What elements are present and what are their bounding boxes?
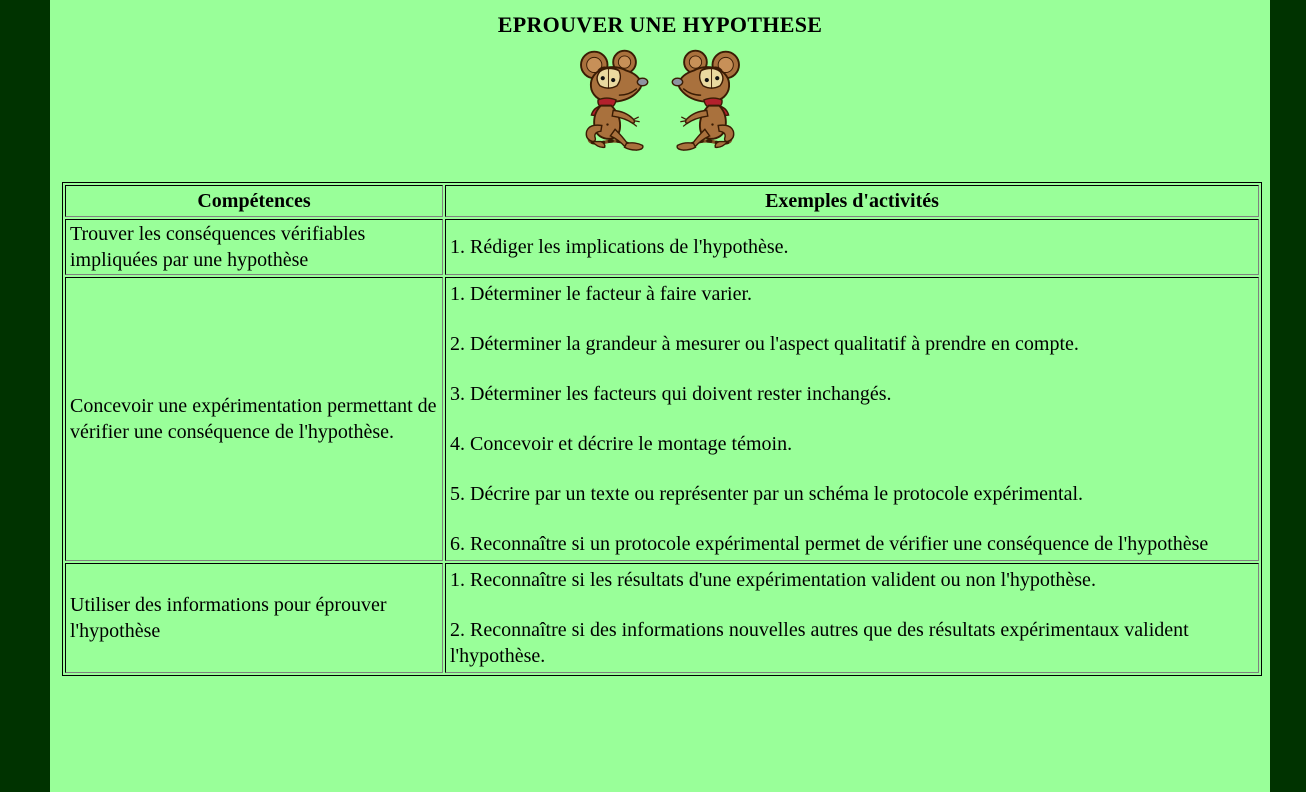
column-header-exemples-activites: Exemples d'activités [445,185,1259,217]
activites-cell [445,219,1259,275]
activity-item: 1. Déterminer le facteur à faire varier. [450,283,753,305]
header-row [65,185,1259,217]
column-header-competences: Compétences [65,185,443,217]
competences-table [62,182,1262,676]
dancing-mouse-right-icon [665,46,760,152]
page-title: EPROUVER UNE HYPOTHESE [497,12,823,37]
table-row [65,563,1259,673]
table-row [65,277,1259,561]
dancing-mouse-left-icon [560,46,655,152]
activity-item: 2. Reconnaître si des informations nouvelles autres que des résultats expérimentaux valident l'hypothèse. [450,619,1189,667]
competence-cell: Trouver les conséquences vérifiables impliquées par une hypothèse [65,219,443,275]
content-area [50,0,1270,792]
activity-item: 2. Déterminer la grandeur à mesurer ou l'aspect qualitatif à prendre en compte. [450,333,1079,355]
competence-cell: Utiliser des informations pour éprouver l'hypothèse [65,563,443,673]
activity-item: 3. Déterminer les facteurs qui doivent rester inchangés. [450,383,892,405]
activity-item: 5. Décrire par un texte ou représenter par un schéma le protocole expérimental. [450,483,1084,505]
activity-item: 6. Reconnaître si un protocole expérimental permet de vérifier une conséquence de l'hypothèse [450,533,1209,555]
activity-item: 4. Concevoir et décrire le montage témoin. [450,433,793,455]
mice-images [50,46,1270,156]
competence-cell: Concevoir une expérimentation permettant de vérifier une conséquence de l'hypothèse. [65,277,443,561]
activity-item: 1. Rédiger les implications de l'hypothèse. [450,236,789,258]
table-row [65,219,1259,275]
activites-cell [445,277,1259,561]
activity-item: 1. Reconnaître si les résultats d'une expérimentation valident ou non l'hypothèse. [450,569,1096,591]
activites-cell [445,563,1259,673]
